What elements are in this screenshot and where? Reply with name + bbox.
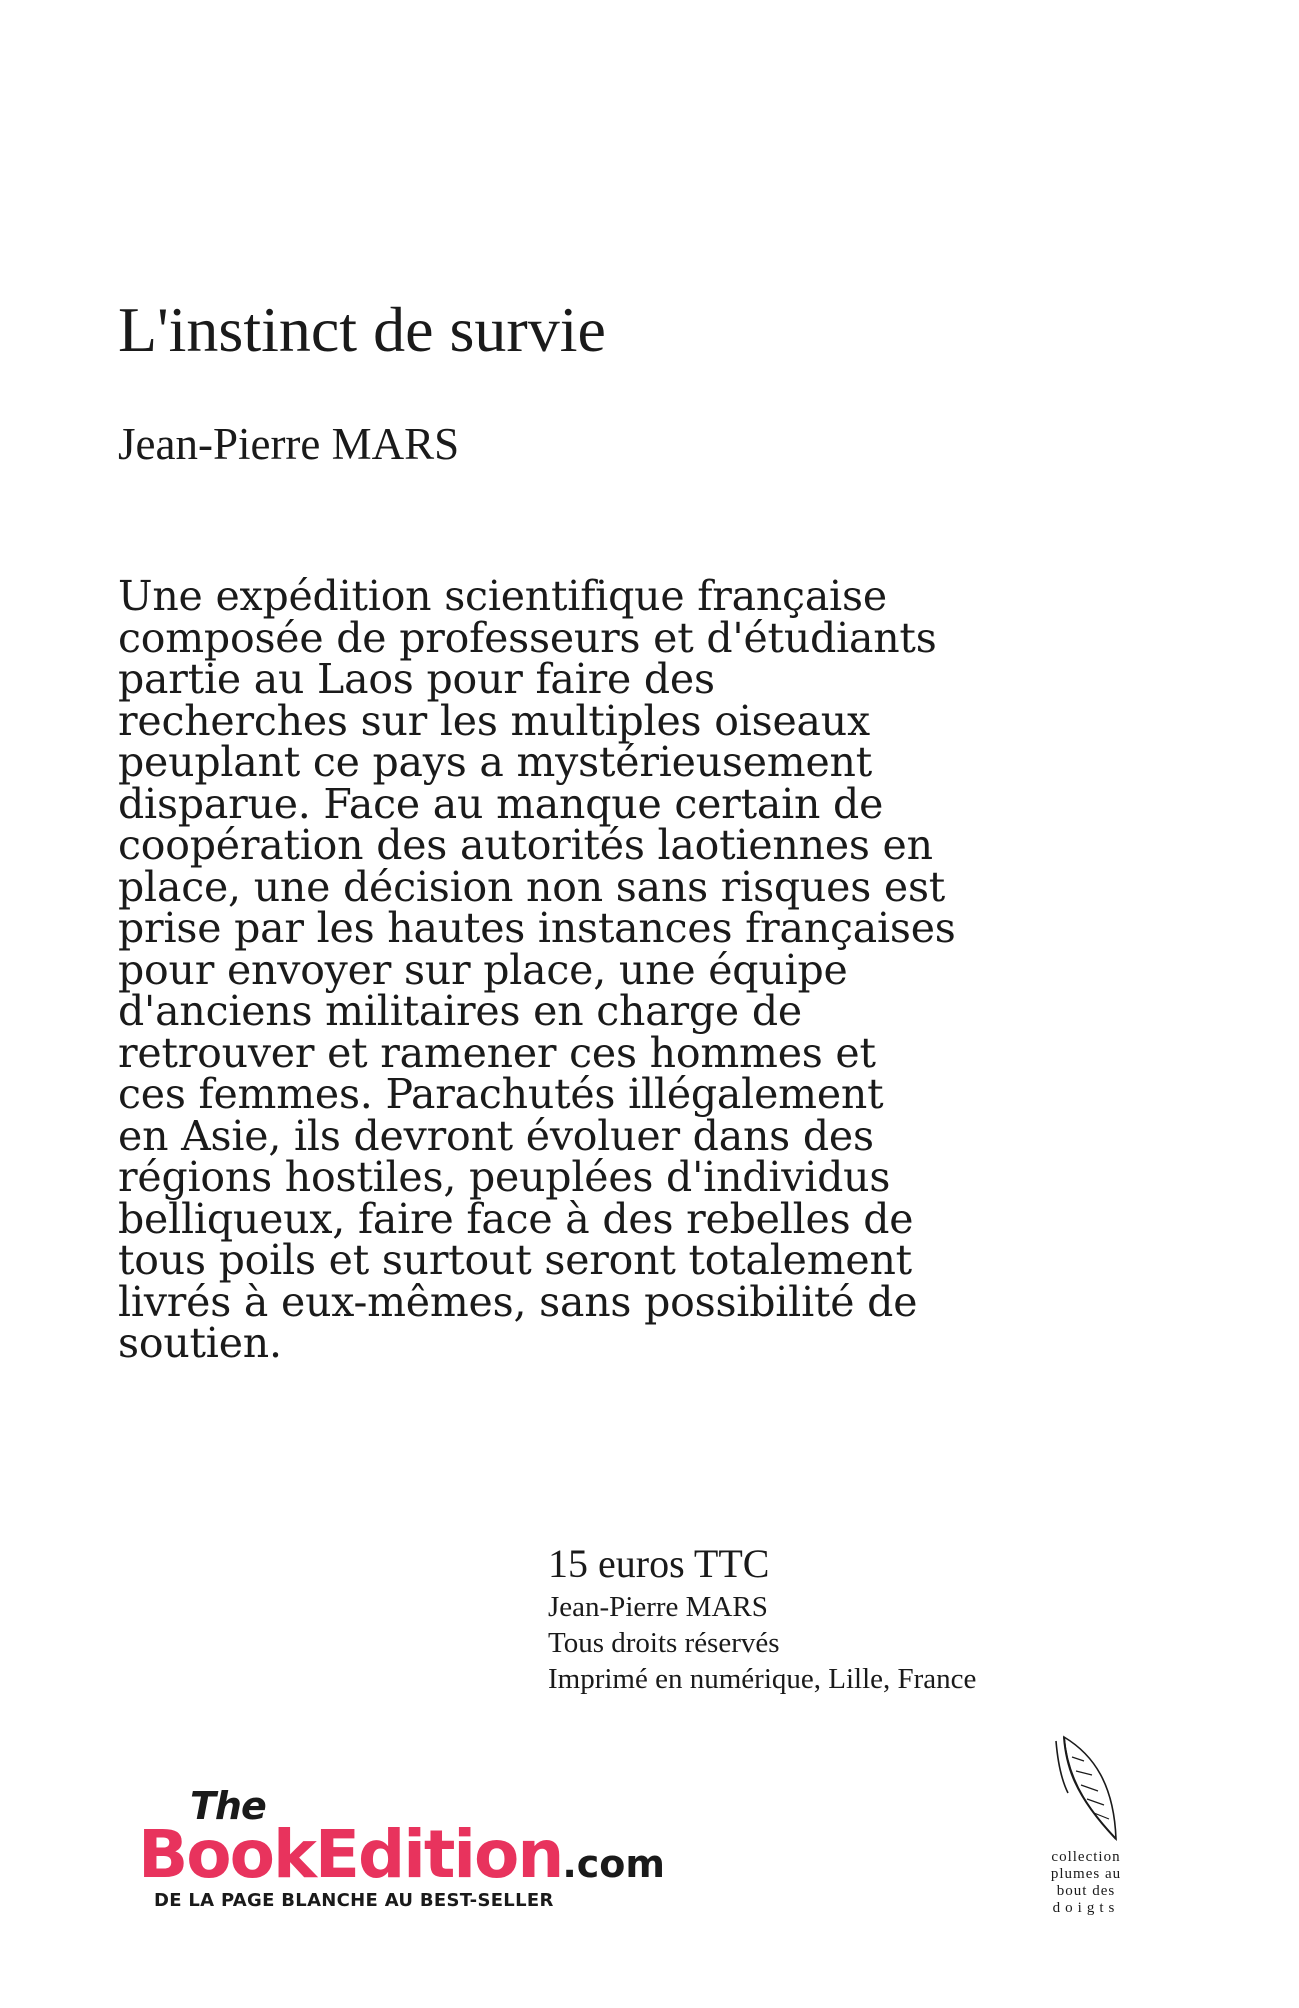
colophon (548, 1539, 976, 1697)
collection-name (1036, 1849, 1136, 1917)
publisher-tagline: DE LA PAGE BLANCHE AU BEST-SELLER (154, 1890, 554, 1911)
blurb-line: retrouver et ramener ces hommes et (118, 1028, 876, 1077)
blurb-line: disparue. Face au manque certain de (118, 779, 884, 828)
blurb-line: pour envoyer sur place, une équipe (118, 945, 848, 994)
book-title: L'instinct de survie (118, 294, 606, 365)
blurb-line: tous poils et surtout seront totalement (118, 1236, 912, 1284)
collection-mark (1036, 1735, 1136, 1917)
collection-line: collection (1051, 1849, 1121, 1865)
blurb-line: livrés à eux-mêmes, sans possibilité de (118, 1277, 918, 1326)
publisher-logo-name (138, 1816, 666, 1899)
colophon-author: Jean-Pierre MARS (548, 1591, 768, 1623)
blurb-line: d'anciens militaires en charge de (118, 987, 802, 1035)
collection-line: doigts (1052, 1900, 1120, 1916)
blurb-line: ces femmes. Parachutés illégalement (118, 1070, 884, 1118)
collection-line: plumes au (1050, 1866, 1122, 1882)
publisher-logo-the: The (190, 1784, 266, 1828)
collection-line: bout des (1056, 1883, 1116, 1899)
colophon-rights: Tous droits réservés (548, 1627, 780, 1659)
blurb-line: prise par les hautes instances françaises (118, 904, 956, 952)
back-cover-blurb (118, 572, 998, 1367)
blurb-line: en Asie, ils devront évoluer dans des (118, 1111, 874, 1160)
blurb-line: peuplant ce pays a mystérieusement (118, 738, 873, 786)
book-author: Jean-Pierre MARS (118, 419, 460, 469)
publisher-domain: .com (562, 1842, 666, 1886)
blurb-line: composée de professeurs et d'étudiants (118, 613, 937, 662)
colophon-printed: Imprimé en numérique, Lille, France (548, 1663, 977, 1695)
blurb-line: belliqueux, faire face à des rebelles de (118, 1194, 914, 1243)
blurb-line: coopération des autorités laotiennes en (118, 821, 933, 869)
blurb-line: soutien. (118, 1319, 282, 1367)
publisher-logo (138, 1784, 698, 1911)
quill-icon (1054, 1735, 1134, 1845)
blurb-line: Une expédition scientifique française (118, 572, 887, 620)
price: 15 euros TTC (548, 1541, 770, 1586)
blurb-line: régions hostiles, peuplées d'individus (118, 1153, 891, 1201)
publisher-name: BookEdition (138, 1816, 563, 1893)
blurb-line: partie au Laos pour faire des (118, 655, 715, 703)
blurb-line: place, une décision non sans risques est (118, 862, 946, 911)
blurb-line: recherches sur les multiples oiseaux (118, 696, 870, 745)
